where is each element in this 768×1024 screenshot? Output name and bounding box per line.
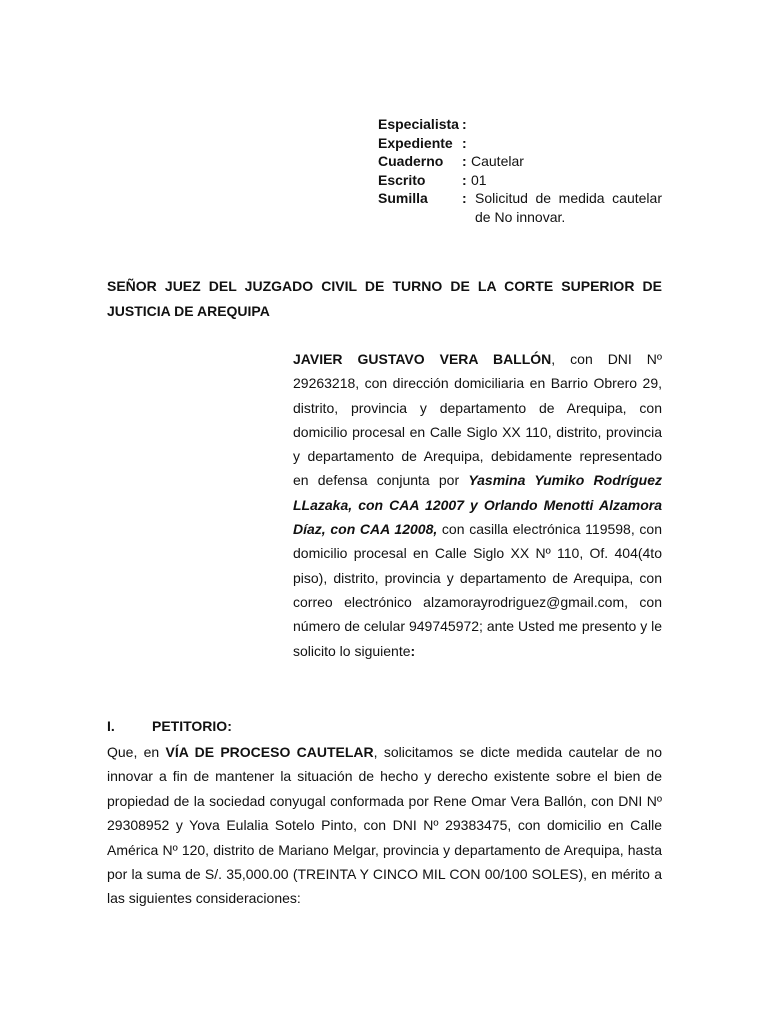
sumilla-row (378, 189, 662, 226)
expediente-row (378, 134, 662, 153)
cuaderno-label: Cuaderno (378, 153, 444, 169)
petitorio-text-rest: , solicitamos se dicte medida cautelar de no innovar a fin de mantener la situación de hecho y derecho existente sobre el bien de propiedad de la sociedad conyugal conformada por Rene Omar Vera Ballón, con DNI Nº 29308952 y Yova Eulalia Sotelo Pinto, con DNI Nº 29383475, con domicilio en Calle América Nº 120, distrito de Mariano Melgar, provincia y departamento de Arequipa, hasta por la suma de S/. 35,000.00 (TREINTA Y CINCO MIL CON 00/100 SOLES), en mérito a las siguientes consideraciones: (107, 744, 662, 907)
section-petitorio-heading (107, 716, 232, 736)
escrito-colon: : (462, 171, 467, 188)
section-title: PETITORIO: (152, 718, 232, 734)
addressee-line-2: JUSTICIA DE AREQUIPA (107, 302, 270, 319)
addressee-line-1: SEÑOR JUEZ DEL JUZGADO CIVIL DE TURNO DE LA CORTE SUPERIOR DE (107, 278, 662, 294)
plaintiff-name: JAVIER GUSTAVO VERA BALLÓN (293, 351, 552, 367)
lawyers-names: Yasmina Yumiko Rodríguez LLazaka, con CAA 12007 y Orlando Menotti Alzamora Díaz, con CAA 12008, (293, 472, 662, 538)
petitorio-paragraph (107, 740, 662, 911)
cuaderno-value: Cautelar (471, 153, 524, 169)
especialista-row (378, 115, 662, 134)
intro-end-colon: : (410, 642, 416, 659)
petitorio-text-start: Que, en (107, 744, 166, 760)
petitorio-bold-phrase: VÍA DE PROCESO CAUTELAR (165, 744, 374, 760)
case-metadata (378, 115, 662, 226)
addressee-heading (107, 274, 662, 323)
especialista-label: Especialista (378, 116, 459, 132)
intro-text-1: , con DNI Nº 29263218, con dirección domiciliaria en Barrio Obrero 29, distrito, provincia y departamento de Arequipa, con domicilio procesal en Calle Siglo XX 110, distrito, provincia y departamento de Arequipa, debidamente representado en defensa conjunta por (293, 351, 662, 489)
sumilla-label: Sumilla (378, 190, 428, 206)
escrito-value: 01 (471, 171, 487, 188)
expediente-label: Expediente (378, 134, 453, 151)
expediente-colon: : (462, 134, 467, 151)
sumilla-colon: : (462, 190, 467, 206)
intro-text-2: con casilla electrónica 119598, con domicilio procesal en Calle Siglo XX Nº 110, Of. 404(4to piso), distrito, provincia y departamento de Arequipa, con correo electrónico alzamorayrodriguez@gmail.com, con número de celular 949745972; ante Usted me presento y le solicito lo siguiente (293, 521, 662, 659)
section-number: I. (107, 718, 115, 734)
cuaderno-row (378, 152, 662, 171)
escrito-label: Escrito (378, 171, 426, 188)
sumilla-value: Solicitud de medida cautelar de No innovar. (475, 190, 662, 225)
party-introduction (293, 347, 662, 663)
especialista-colon: : (462, 116, 467, 132)
cuaderno-colon: : (462, 153, 467, 169)
escrito-row (378, 171, 662, 190)
